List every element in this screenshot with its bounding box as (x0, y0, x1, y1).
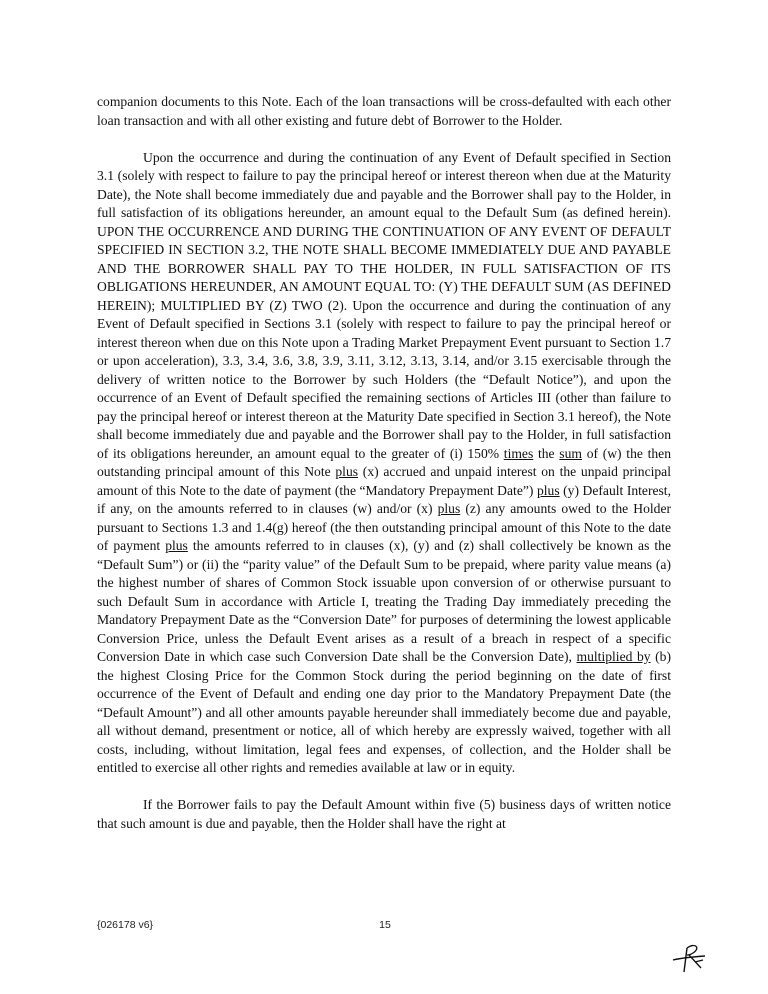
footer-document-id: {026178 v6} (97, 919, 154, 931)
initials-signature (671, 936, 711, 976)
underlined-plus-1: plus (335, 464, 359, 479)
paragraph-2-text-b: of (w) the then outstanding principal amount of this Note (97, 445, 672, 479)
paragraph-2-text-c: (x) accrued and unpaid interest on the unpaid principal amount of this Note to the date of payment (the “Mandatory Prepayment Date”) (97, 464, 671, 498)
paragraph-3-text: If the Borrower fails to pay the Default Amount within five (5) business days of written notice that such amount is due and payable, then the Holder shall have the right at (97, 797, 671, 831)
paragraph-events-of-default (97, 149, 671, 778)
paragraph-2-text-e: (z) any amounts owed to the Holder pursuant to Sections 1.3 and 1.4(g) hereof (the then outstanding principal amount of this Note to the date of payment (97, 501, 672, 553)
underlined-plus-2: plus (536, 482, 560, 498)
paragraph-failure-to-pay (97, 796, 671, 833)
underlined-sum: sum (559, 445, 582, 461)
underlined-times: times (503, 445, 534, 461)
document-body (97, 93, 671, 852)
word-the: the (537, 445, 555, 461)
paragraph-2-text-f: the amounts referred to in clauses (x), (y) and (z) shall collectively be known as the “Default Sum”) or (ii) the “parity value” of the Default Sum to be prepaid, where parity value means (a) the highest number of shares of Common Stock issuable upon conversion of or otherwise pursuant to such Default Sum in accordance with Article I, treating the Trading Day immediately preceding the Mandatory Prepayment Date as the “Conversion Date” for purposes of determining the lowest applicable Conversion Price, unless the Default Event arises as a result of a breach in respect of a specific Conversion Date in which case such Conversion Date shall be the Conversion Date), (97, 538, 671, 664)
paragraph-2-text-d: (y) Default Interest, if any, on the amounts referred to in clauses (w) and/or (x) (97, 482, 671, 516)
paragraph-2-text-a: Upon the occurrence and during the continuation of any Event of Default specified in Section 3.1 (solely with respect to failure to pay the principal hereof or interest thereon when due at the Maturity Date), the Note shall become immediately due and payable and the Borrower shall pay to the Holder, in full satisfaction of its obligations hereunder, an amount equal to the Default Sum (as defined herein). UPON THE OCCURRENCE AND DURING THE CONTINUATION OF ANY EVENT OF DEFAULT SPECIFIED IN SECTION 3.2, THE NOTE SHALL BECOME IMMEDIATELY DUE AND PAYABLE AND THE BORROWER SHALL PAY TO THE HOLDER, IN FULL SATISFACTION OF ITS OBLIGATIONS HEREUNDER, AN AMOUNT EQUAL TO: (Y) THE DEFAULT SUM (AS DEFINED HEREIN); MULTIPLIED BY (Z) TWO (2). Upon the occurrence and during the continuation of any Event of Default specified in Sections 3.1 (solely with respect to failure to pay the principal hereof or interest thereon when due on this Note upon a Trading Market Prepayment Event pursuant to Section 1.7 or upon acceleration), 3.3, 3.4, 3.6, 3.8, 3.9, 3.11, 3.12, 3.13, 3.14, and/or 3.15 exercisable through the delivery of written notice to the Borrower by such Holders (the “Default Notice”), and upon the occurrence of an Event of Default specified the remaining sections of Articles III (other than failure to pay the principal hereof or interest thereon at the Maturity Date specified in Section 3.1 hereof), the Note shall become immediately due and payable and the Borrower shall pay to the Holder, in full satisfaction of its obligations hereunder, an amount equal to the greater of (i) 150% (97, 149, 671, 461)
underlined-plus-4: plus (165, 538, 188, 553)
paragraph-2-text-g: (b) the highest Closing Price for the Common Stock during the period beginning on the date of first occurrence of the Event of Default and ending one day prior to the Mandatory Prepayment Date (the “Default Amount”) and all other amounts payable hereunder shall immediately become due and payable, all without demand, presentment or notice, all of which hereby are expressly waived, together with all costs, including, without limitation, legal fees and expenses, of collection, and the Holder shall be entitled to exercise all other rights and remedies available at law or in equity. (97, 649, 672, 775)
paragraph-cross-default (97, 93, 671, 130)
footer-page-number: 15 (379, 919, 391, 931)
underlined-plus-3: plus (437, 501, 461, 516)
underlined-multiplied-by: multiplied by (576, 649, 651, 664)
paragraph-1-text: companion documents to this Note. Each of the loan transactions will be cross-defaulted with each other loan transaction and with all other existing and future debt of Borrower to the Holder. (97, 94, 671, 128)
